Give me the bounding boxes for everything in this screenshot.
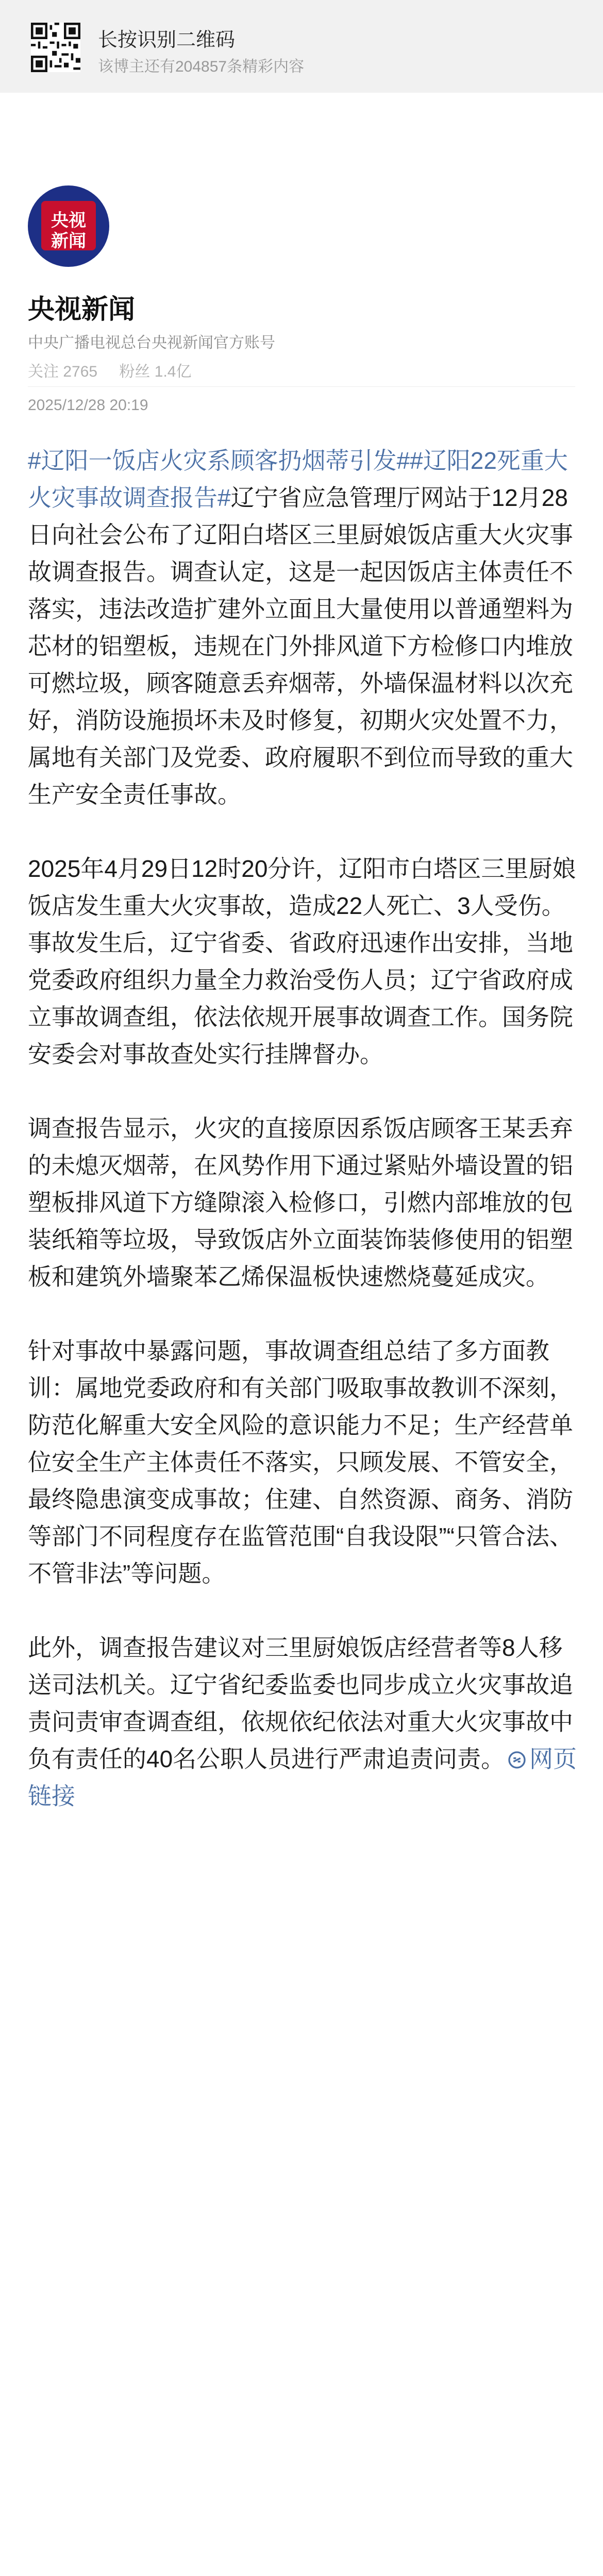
divider <box>28 386 575 387</box>
paragraph-2: 2025年4月29日12时20分许，辽阳市白塔区三里厨娘饭店发生重大火灾事故，造成22人死亡、3人受伤。事故发生后，辽宁省委、省政府迅速作出安排，当地党委政府组织力量全力救治受伤人员；辽宁省政府成立事故调查组，依法依规开展事故调查工作。国务院安委会对事故查处实行挂牌督办。 <box>28 855 576 1067</box>
paragraph-3: 调查报告显示，火灾的直接原因系饭店顾客王某丢弃的未熄灭烟蒂，在风势作用下通过紧贴外墙设置的铝塑板排风道下方缝隙滚入检修口，引燃内部堆放的包装纸箱等垃圾，导致饭店外立面装饰装修使用的铝塑板和建筑外墙聚苯乙烯保温板快速燃烧蔓延成灾。 <box>28 1115 573 1290</box>
account-name[interactable]: 央视新闻 <box>28 295 136 325</box>
avatar-logo-line2: 新闻 <box>51 231 86 251</box>
paragraph-text: 此外，调查报告建议对三里厨娘饭店经营者等8人移送司法机关。辽宁省纪委监委也同步成立火灾事故追责问责审查调查组，依规依纪依法对重大火灾事故中负有责任的40名公职人员进行严肃追责问责。 <box>28 1634 573 1772</box>
avatar-logo-line1: 央视 <box>51 211 86 230</box>
post-timestamp: 2025/12/28 20:19 <box>28 397 148 414</box>
post-body <box>28 442 578 1852</box>
paragraph-5 <box>28 1629 578 1815</box>
account-description: 中央广播电视总台央视新闻官方账号 <box>28 334 275 351</box>
paragraph-text: 辽宁省应急管理厅网站于12月28日向社会公布了辽阳白塔区三里厨娘饭店重大火灾事故调查报告。调查认定，这是一起因饭店主体责任不落实，违法改造扩建外立面且大量使用以普通塑料为芯材的铝塑板，违规在门外排风道下方检修口内堆放可燃垃圾，顾客随意丢弃烟蒂，外墙保温材料以次充好，消防设施损坏未及时修复，初期火灾处置不力，属地有关部门及党委、政府履职不到位而导致的重大生产安全责任事故。 <box>28 484 573 808</box>
fans-count[interactable]: 粉丝 1.4亿 <box>119 363 192 380</box>
cctv-news-logo <box>41 201 96 250</box>
paragraph-4: 针对事故中暴露问题，事故调查组总结了多方面教训：属地党委政府和有关部门吸取事故教训不深刻，防范化解重大安全风险的意识能力不足；生产经营单位安全生产主体责任不落实，只顾发展、不管安全，最终隐患演变成事故；住建、自然资源、商务、消防等部门不同程度存在监管范围“自我设限”“只管合法、不管非法”等问题。 <box>28 1337 573 1587</box>
link-icon <box>507 1750 527 1770</box>
web-link-label: 网页链接 <box>28 1745 577 1809</box>
banner-subtitle: 该博主还有204857条精彩内容 <box>98 58 305 75</box>
avatar[interactable] <box>28 185 109 267</box>
qr-code-icon <box>31 23 80 72</box>
hashtag-link[interactable]: #辽阳22死重大火灾事故调查报告# <box>28 447 568 511</box>
account-stats <box>28 359 209 381</box>
followers-count[interactable]: 关注 2765 <box>28 363 98 380</box>
qr-banner[interactable] <box>0 0 603 93</box>
paragraph-1 <box>28 442 578 813</box>
banner-title: 长按识别二维码 <box>98 29 236 51</box>
hashtag-link[interactable]: #辽阳一饭店火灾系顾客扔烟蒂引发# <box>28 447 410 474</box>
